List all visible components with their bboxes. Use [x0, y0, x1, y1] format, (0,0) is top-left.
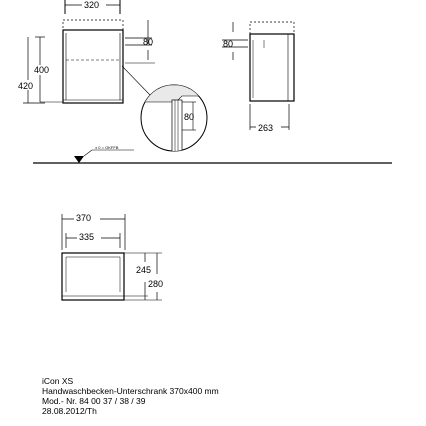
dim-plan-depth-outer: 280	[148, 279, 164, 289]
floor-line	[33, 150, 392, 163]
dim-side-depth: 263	[258, 123, 274, 133]
floor-label: ± 0 = OKFFB	[95, 145, 119, 150]
product-series: iCon XS	[42, 376, 74, 386]
detail-circle	[140, 85, 208, 160]
dim-side-80: 80	[223, 39, 234, 49]
plan-view	[62, 213, 162, 300]
product-description: Handwaschbecken-Unterschrank 370x400 mm	[42, 386, 219, 396]
product-date: 28.08.2012/Th	[42, 406, 97, 416]
front-view	[17, 0, 155, 103]
dim-height-inner: 400	[34, 65, 50, 75]
dim-height-outer: 420	[18, 81, 34, 91]
dim-width-top: 320	[84, 0, 100, 10]
dim-plan-width-outer: 370	[76, 213, 92, 223]
dim-plan-depth-inner: 245	[136, 265, 152, 275]
dim-depth-right: 80	[143, 37, 154, 47]
dimension-labels	[18, 0, 273, 289]
product-model: Mod.- Nr. 84 00 37 / 38 / 39	[42, 396, 146, 406]
dim-plan-width-inner: 335	[79, 232, 95, 242]
dim-detail-80: 80	[184, 112, 195, 122]
product-info	[42, 376, 219, 416]
